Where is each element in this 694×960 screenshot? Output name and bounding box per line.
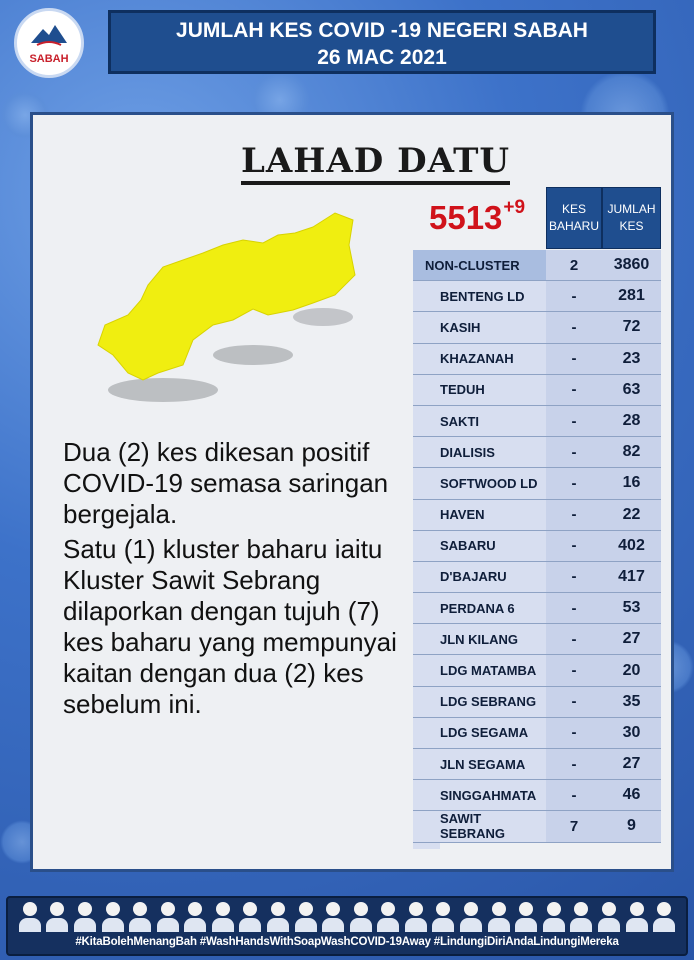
frontliner-icon	[212, 902, 234, 932]
table-row	[413, 531, 661, 562]
row-new: -	[546, 468, 602, 498]
table-row	[413, 687, 661, 718]
frontliner-icon	[74, 902, 96, 932]
row-name: LDG SEBRANG	[413, 687, 546, 717]
frontliner-icon	[598, 902, 620, 932]
row-total: 27	[602, 624, 661, 654]
table-row	[413, 468, 661, 499]
row-name: NON-CLUSTER	[413, 250, 546, 280]
table-row	[413, 718, 661, 749]
footer-hashtags: #KitaBolehMenangBah #WashHandsWithSoapWashCOVID-19Away #LindungiDiriAndaLindungiMereka	[75, 936, 619, 948]
table-row	[413, 624, 661, 655]
table-row	[413, 281, 661, 312]
frontliner-icon	[405, 902, 427, 932]
table-row	[413, 375, 661, 406]
district-card	[30, 112, 674, 872]
row-name: PERDANA 6	[413, 593, 546, 623]
footer-banner	[6, 896, 688, 956]
frontliner-icon	[653, 902, 675, 932]
frontliner-icon	[239, 902, 261, 932]
frontliner-icon	[102, 902, 124, 932]
frontliner-icon	[543, 902, 565, 932]
row-name: LDG SEGAMA	[413, 718, 546, 748]
row-name: JLN SEGAMA	[413, 749, 546, 779]
row-new: -	[546, 312, 602, 342]
row-new: -	[546, 406, 602, 436]
row-name: HAVEN	[413, 500, 546, 530]
row-total: 417	[602, 562, 661, 592]
row-name: DIALISIS	[413, 437, 546, 467]
row-new: -	[546, 780, 602, 810]
header-title: JUMLAH KES COVID -19 NEGERI SABAH	[176, 19, 588, 42]
row-name: KHAZANAH	[413, 344, 546, 374]
row-name: SAKTI	[413, 406, 546, 436]
frontliner-icon	[515, 902, 537, 932]
description-paragraph: Satu (1) kluster baharu iaitu Kluster Sawit Sebrang dilaporkan dengan tujuh (7) kes baharu yang mempunyai kaitan dengan dua (2) kes sebelum ini.	[63, 534, 397, 719]
row-total: 82	[602, 437, 661, 467]
row-name: SOFTWOOD LD	[413, 468, 546, 498]
row-total: 27	[602, 749, 661, 779]
new-cases-value: +9	[503, 197, 526, 218]
row-name: SINGGAHMATA	[413, 780, 546, 810]
row-new: 2	[546, 250, 602, 280]
row-name: BENTENG LD	[413, 281, 546, 311]
row-new: -	[546, 624, 602, 654]
frontliner-icons	[8, 898, 686, 932]
frontliner-icon	[46, 902, 68, 932]
logo-text: SABAH	[29, 53, 69, 65]
frontliner-icon	[570, 902, 592, 932]
case-description	[63, 437, 423, 724]
table-row	[413, 344, 661, 375]
frontliner-icon	[432, 902, 454, 932]
table-row	[413, 811, 661, 842]
frontliner-icon	[377, 902, 399, 932]
row-name: TEDUH	[413, 375, 546, 405]
row-total: 35	[602, 687, 661, 717]
row-new: -	[546, 344, 602, 374]
row-name: JLN KILANG	[413, 624, 546, 654]
table-row	[413, 749, 661, 780]
row-total: 3860	[602, 250, 661, 280]
row-new: -	[546, 655, 602, 685]
row-new: -	[546, 593, 602, 623]
page-header	[108, 10, 656, 74]
frontliner-icon	[295, 902, 317, 932]
row-total: 20	[602, 655, 661, 685]
row-total: 53	[602, 593, 661, 623]
row-new: -	[546, 437, 602, 467]
row-total: 22	[602, 500, 661, 530]
row-total: 9	[602, 811, 661, 841]
case-table	[413, 250, 661, 843]
frontliner-icon	[157, 902, 179, 932]
sabah-state-icon	[29, 21, 69, 51]
row-new: -	[546, 562, 602, 592]
row-new: -	[546, 687, 602, 717]
row-total: 72	[602, 312, 661, 342]
total-cases-value: 5513	[429, 199, 503, 236]
row-total: 30	[602, 718, 661, 748]
description-paragraph: Dua (2) kes dikesan positif COVID-19 semasa saringan bergejala.	[63, 437, 389, 529]
row-new: -	[546, 375, 602, 405]
table-row	[413, 312, 661, 343]
frontliner-icon	[129, 902, 151, 932]
district-map	[73, 205, 393, 415]
table-row	[413, 593, 661, 624]
row-total: 28	[602, 406, 661, 436]
row-new: -	[546, 749, 602, 779]
table-row	[413, 437, 661, 468]
table-row	[413, 500, 661, 531]
table-row	[413, 655, 661, 686]
total-cases	[429, 199, 525, 237]
row-name: SAWIT SEBRANG	[413, 811, 546, 841]
row-total: 16	[602, 468, 661, 498]
frontliner-icon	[460, 902, 482, 932]
sabah-logo	[14, 8, 84, 78]
district-title: LAHAD DATU	[241, 141, 510, 185]
row-total: 23	[602, 344, 661, 374]
table-row	[413, 406, 661, 437]
row-total: 46	[602, 780, 661, 810]
frontliner-icon	[350, 902, 372, 932]
row-total: 63	[602, 375, 661, 405]
row-name: D'BAJARU	[413, 562, 546, 592]
table-row	[413, 780, 661, 811]
frontliner-icon	[322, 902, 344, 932]
frontliner-icon	[626, 902, 648, 932]
row-name: LDG MATAMBA	[413, 655, 546, 685]
frontliner-icon	[267, 902, 289, 932]
row-new: 7	[546, 811, 602, 841]
table-row	[413, 562, 661, 593]
column-header-new: KES BAHARU	[546, 187, 602, 249]
row-new: -	[546, 531, 602, 561]
row-name: SABARU	[413, 531, 546, 561]
row-new: -	[546, 281, 602, 311]
row-new: -	[546, 500, 602, 530]
frontliner-icon	[19, 902, 41, 932]
header-date: 26 MAC 2021	[317, 46, 447, 69]
frontliner-icon	[488, 902, 510, 932]
table-row-non-cluster	[413, 250, 661, 281]
row-name: KASIH	[413, 312, 546, 342]
frontliner-icon	[184, 902, 206, 932]
column-header-total: JUMLAH KES	[602, 187, 661, 249]
row-new: -	[546, 718, 602, 748]
row-total: 402	[602, 531, 661, 561]
row-total: 281	[602, 281, 661, 311]
